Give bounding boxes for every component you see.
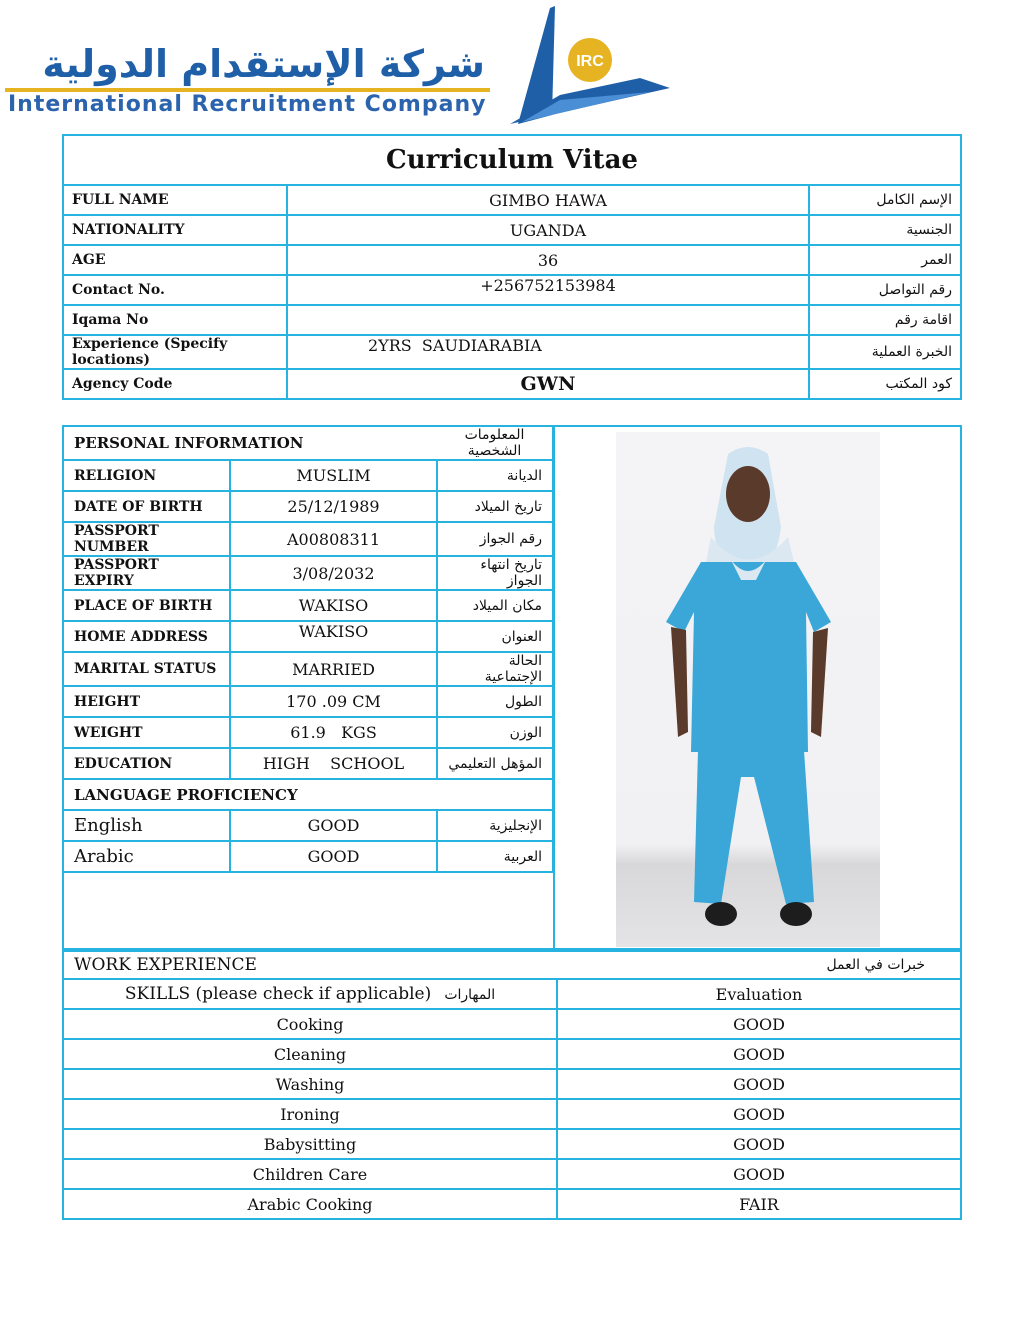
personal-info-table xyxy=(62,425,554,873)
work-experience-table xyxy=(62,950,962,1220)
skill-name: Washing xyxy=(63,1069,557,1099)
skill-row xyxy=(63,1099,961,1129)
work-experience-header xyxy=(63,951,961,979)
summary-row xyxy=(63,335,961,369)
skill-name: Cleaning xyxy=(63,1039,557,1069)
company-logo xyxy=(0,0,680,130)
skill-name: Ironing xyxy=(63,1099,557,1129)
personal-row xyxy=(63,717,553,748)
skill-evaluation: GOOD xyxy=(557,1069,961,1099)
personal-label-arabic: العنوان xyxy=(437,621,553,652)
summary-value: GWN xyxy=(287,369,809,399)
personal-row xyxy=(63,590,553,621)
personal-label: PASSPORT EXPIRY xyxy=(63,556,230,590)
personal-row xyxy=(63,491,553,522)
skills-header xyxy=(63,979,557,1009)
skill-evaluation: FAIR xyxy=(557,1189,961,1219)
personal-row xyxy=(63,652,553,686)
summary-row xyxy=(63,275,961,305)
summary-label-arabic: الخبرة العملية xyxy=(809,335,961,369)
personal-row xyxy=(63,748,553,779)
skill-row xyxy=(63,1189,961,1219)
summary-label-arabic: كود المكتب xyxy=(809,369,961,399)
summary-value: 2YRS SAUDIARABIA xyxy=(287,335,809,369)
personal-label-arabic: الديانة xyxy=(437,460,553,491)
summary-label-arabic: رقم التواصل xyxy=(809,275,961,305)
personal-label-arabic: تاريخ الميلاد xyxy=(437,491,553,522)
work-experience-heading-arabic: خبرات في العمل xyxy=(826,957,925,973)
personal-label: PASSPORT NUMBER xyxy=(63,522,230,556)
language-label: Arabic xyxy=(63,841,230,872)
language-proficiency-heading: LANGUAGE PROFICIENCY xyxy=(63,779,553,810)
logo-badge-text: IRC xyxy=(576,53,604,70)
summary-label-arabic: الجنسية xyxy=(809,215,961,245)
personal-value: MUSLIM xyxy=(230,460,437,491)
skills-header-row xyxy=(63,979,961,1009)
evaluation-header: Evaluation xyxy=(557,979,961,1009)
personal-row xyxy=(63,686,553,717)
summary-label-arabic: الإسم الكامل xyxy=(809,185,961,215)
personal-row xyxy=(63,460,553,491)
language-label-arabic: العربية xyxy=(437,841,553,872)
personal-value: WAKISO xyxy=(230,590,437,621)
summary-row xyxy=(63,245,961,275)
summary-row xyxy=(63,305,961,335)
personal-label: RELIGION xyxy=(63,460,230,491)
summary-label: AGE xyxy=(63,245,287,275)
skill-evaluation: GOOD xyxy=(557,1039,961,1069)
personal-label-arabic: الحالة الإجتماعية xyxy=(437,652,553,686)
candidate-photo xyxy=(616,432,880,947)
summary-value: GIMBO HAWA xyxy=(287,185,809,215)
summary-value: +256752153984 xyxy=(287,275,809,305)
summary-label-arabic: اقامة رقم xyxy=(809,305,961,335)
summary-row xyxy=(63,215,961,245)
personal-label-arabic: رقم الجواز xyxy=(437,522,553,556)
candidate-figure-icon xyxy=(616,432,880,947)
personal-value: 170 .09 CM xyxy=(230,686,437,717)
personal-label-arabic: الوزن xyxy=(437,717,553,748)
page-title: Curriculum Vitae xyxy=(63,135,961,185)
skill-evaluation: GOOD xyxy=(557,1099,961,1129)
skills-header-arabic: المهارات xyxy=(444,987,496,1003)
personal-value: 3/08/2032 xyxy=(230,556,437,590)
skill-row xyxy=(63,1129,961,1159)
skill-evaluation: GOOD xyxy=(557,1009,961,1039)
personal-info-heading: PERSONAL INFORMATION xyxy=(63,426,437,460)
company-name-english: International Recruitment Company xyxy=(8,92,487,117)
language-header xyxy=(63,779,553,810)
summary-label: NATIONALITY xyxy=(63,215,287,245)
skill-name: Arabic Cooking xyxy=(63,1189,557,1219)
summary-row xyxy=(63,369,961,399)
summary-label: FULL NAME xyxy=(63,185,287,215)
personal-label-arabic: تاريخ انتهاء الجواز xyxy=(437,556,553,590)
summary-row xyxy=(63,185,961,215)
skill-name: Children Care xyxy=(63,1159,557,1189)
personal-value: WAKISO xyxy=(230,621,437,652)
language-label-arabic: الإنجليزية xyxy=(437,810,553,841)
personal-row xyxy=(63,621,553,652)
summary-value xyxy=(287,305,809,335)
summary-label: Experience (Specify locations) xyxy=(63,335,287,369)
personal-label: EDUCATION xyxy=(63,748,230,779)
skill-evaluation: GOOD xyxy=(557,1159,961,1189)
skill-name: Cooking xyxy=(63,1009,557,1039)
skill-row xyxy=(63,1039,961,1069)
personal-label: DATE OF BIRTH xyxy=(63,491,230,522)
personal-value: 25/12/1989 xyxy=(230,491,437,522)
skill-evaluation: GOOD xyxy=(557,1129,961,1159)
personal-label: MARITAL STATUS xyxy=(63,652,230,686)
personal-row xyxy=(63,522,553,556)
skills-header-label: SKILLS (please check if applicable) xyxy=(124,984,432,1004)
work-experience-heading: WORK EXPERIENCE xyxy=(74,955,257,975)
personal-label: PLACE OF BIRTH xyxy=(63,590,230,621)
skill-row xyxy=(63,1159,961,1189)
personal-label-arabic: المؤهل التعليمي xyxy=(437,748,553,779)
summary-value: UGANDA xyxy=(287,215,809,245)
personal-info-header xyxy=(63,426,553,460)
personal-label: WEIGHT xyxy=(63,717,230,748)
personal-label: HOME ADDRESS xyxy=(63,621,230,652)
skill-name: Babysitting xyxy=(63,1129,557,1159)
logo-emblem-icon xyxy=(500,0,675,128)
personal-label-arabic: الطول xyxy=(437,686,553,717)
language-row xyxy=(63,810,553,841)
personal-value: HIGH SCHOOL xyxy=(230,748,437,779)
personal-value: A00808311 xyxy=(230,522,437,556)
personal-label: HEIGHT xyxy=(63,686,230,717)
summary-label-arabic: العمر xyxy=(809,245,961,275)
language-row xyxy=(63,841,553,872)
personal-value: 61.9 KGS xyxy=(230,717,437,748)
language-label: English xyxy=(63,810,230,841)
skill-row xyxy=(63,1069,961,1099)
personal-row xyxy=(63,556,553,590)
summary-label: Agency Code xyxy=(63,369,287,399)
personal-value: MARRIED xyxy=(230,652,437,686)
language-level: GOOD xyxy=(230,810,437,841)
summary-label: Iqama No xyxy=(63,305,287,335)
summary-label: Contact No. xyxy=(63,275,287,305)
summary-value: 36 xyxy=(287,245,809,275)
skill-row xyxy=(63,1009,961,1039)
language-level: GOOD xyxy=(230,841,437,872)
company-name-arabic: شركة الإستقدام الدولية xyxy=(42,42,485,86)
personal-info-heading-arabic: المعلومات الشخصية xyxy=(437,426,553,460)
personal-label-arabic: مكان الميلاد xyxy=(437,590,553,621)
summary-table xyxy=(62,134,962,400)
